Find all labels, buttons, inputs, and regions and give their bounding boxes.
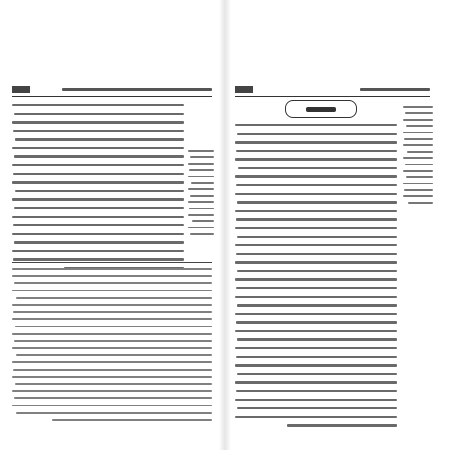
page-number-box (235, 86, 253, 93)
running-title (62, 88, 212, 91)
right-page (225, 0, 450, 450)
chapter-heading-ornament (285, 100, 357, 118)
right-body-text (235, 124, 397, 433)
book-gutter (219, 0, 231, 450)
running-title (360, 88, 430, 91)
left-running-header (12, 82, 212, 97)
footnote-separator (12, 262, 212, 263)
left-body-text (12, 104, 184, 276)
page-number-box (12, 86, 30, 93)
chapter-heading (306, 107, 336, 112)
left-margin-gloss (188, 150, 214, 239)
right-running-header (235, 82, 430, 97)
right-margin-gloss (403, 106, 433, 208)
left-footnotes (12, 268, 212, 426)
